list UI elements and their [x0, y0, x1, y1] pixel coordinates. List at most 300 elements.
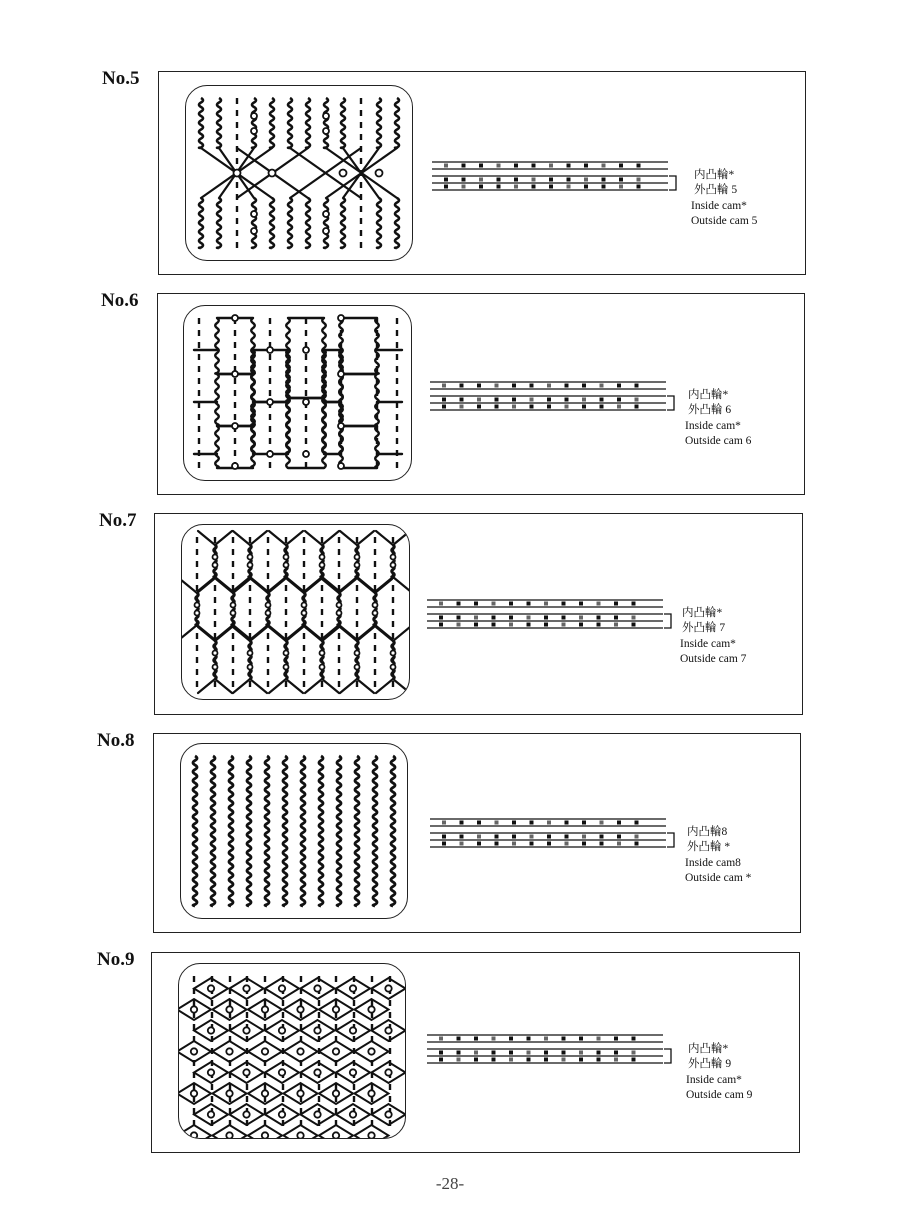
stitch-diagram: [182, 525, 409, 699]
cam-mark: [514, 178, 518, 182]
cam-mark: [597, 616, 601, 620]
cam-mark: [532, 178, 536, 182]
page-number: -28-: [435, 1174, 465, 1193]
cam-mark: [439, 1037, 443, 1041]
stitch-loop: [323, 211, 329, 217]
outside-cam-cn: 外凸輪 9: [688, 1058, 732, 1070]
cam-mark: [619, 164, 623, 168]
cam-mark: [614, 1051, 618, 1055]
stitch-loop: [333, 1006, 339, 1012]
stitch-loop: [303, 451, 309, 457]
stitch-loop: [284, 665, 289, 670]
crossing-yarn: [286, 531, 303, 545]
stitch-loop: [248, 651, 253, 656]
wavy-stitch-line: [270, 198, 274, 248]
cam-mark: [602, 164, 606, 168]
crossing-yarn: [340, 679, 357, 693]
wavy-stitch-line: [341, 198, 345, 248]
cam-mark: [462, 178, 466, 182]
cam-mark: [582, 398, 586, 402]
cam-mark: [635, 405, 639, 409]
cam-mark: [600, 821, 604, 825]
outside-cam-en: Outside cam 9: [686, 1089, 753, 1101]
stitch-diagram: [181, 744, 407, 918]
crossing-yarn: [286, 679, 303, 693]
stitch-loop: [226, 1006, 232, 1012]
outside-cam-cn: 外凸輪 *: [687, 841, 731, 853]
stitch-loop: [373, 611, 378, 616]
crossing-yarn: [393, 679, 409, 693]
cam-mark: [567, 178, 571, 182]
stitch-loop: [232, 371, 238, 377]
cam-mark: [457, 602, 461, 606]
cam-mark: [509, 623, 513, 627]
stitch-loop: [373, 603, 378, 608]
cam-mark: [562, 1037, 566, 1041]
cam-mark: [492, 1051, 496, 1055]
crossing-yarn: [393, 577, 409, 591]
cam-mark: [492, 616, 496, 620]
stitch-loop: [262, 1048, 268, 1054]
stitch-loop: [243, 1027, 249, 1033]
cam-mark: [462, 185, 466, 189]
cam-mark: [547, 842, 551, 846]
cam-lines: [430, 817, 680, 853]
cam-mark: [614, 616, 618, 620]
crossing-yarn: [269, 531, 286, 545]
cam-mark: [544, 623, 548, 627]
cam-mark: [614, 1058, 618, 1062]
wavy-stitch-line: [211, 756, 215, 906]
wavy-stitch-line: [229, 756, 233, 906]
cam-mark: [442, 398, 446, 402]
stitch-loop: [284, 651, 289, 656]
stitch-loop: [350, 985, 356, 991]
stitch-loop: [385, 1069, 391, 1075]
cam-mark: [600, 405, 604, 409]
inside-cam-en: Inside cam*: [686, 1074, 742, 1086]
cam-diagram: [430, 380, 680, 416]
cam-mark: [457, 1037, 461, 1041]
wavy-stitch-line: [373, 756, 377, 906]
cam-mark: [579, 1051, 583, 1055]
crossing-yarn: [233, 531, 250, 545]
inside-cam-en: Inside cam*: [691, 200, 747, 212]
stitch-loop: [232, 463, 238, 469]
cam-mark: [614, 623, 618, 627]
wavy-stitch-line: [217, 198, 221, 248]
cam-mark: [582, 405, 586, 409]
stitch-loop: [226, 1132, 232, 1138]
stitch-loop: [297, 1132, 303, 1138]
cam-mark: [565, 835, 569, 839]
stitch-loop: [284, 555, 289, 560]
cam-mark: [562, 602, 566, 606]
cam-lines: [430, 380, 680, 416]
stitch-loop: [355, 651, 360, 656]
stitch-loop: [297, 1090, 303, 1096]
stitch-swatch: [178, 963, 406, 1139]
crossing-yarn: [339, 579, 356, 593]
stitch-loop: [338, 423, 344, 429]
stitch-loop: [314, 1069, 320, 1075]
stitch-loop: [267, 347, 273, 353]
outside-cam-cn: 外凸輪 6: [688, 404, 732, 416]
crossing-yarn: [250, 679, 267, 693]
outside-cam-cn: 外凸輪 5: [694, 184, 738, 196]
stitch-loop: [248, 665, 253, 670]
cam-mark: [512, 405, 516, 409]
stitch-loop: [191, 1048, 197, 1054]
cam-mark: [579, 616, 583, 620]
cam-mark: [509, 1037, 513, 1041]
stitch-loop: [195, 603, 200, 608]
cam-mark: [600, 842, 604, 846]
outside-cam-en: Outside cam 6: [685, 435, 752, 447]
wavy-stitch-line: [391, 756, 395, 906]
crossing-yarn: [233, 679, 250, 693]
cam-mark: [562, 623, 566, 627]
cam-mark: [565, 405, 569, 409]
cam-mark: [530, 842, 534, 846]
stitch-loop: [208, 985, 214, 991]
cam-mark: [637, 185, 641, 189]
wavy-stitch-line: [265, 756, 269, 906]
cam-mark: [439, 1058, 443, 1062]
stitch-loop: [226, 1090, 232, 1096]
stitch-loop: [243, 1069, 249, 1075]
stitch-loop: [368, 1090, 374, 1096]
stitch-loop: [243, 985, 249, 991]
stitch-loop: [323, 113, 329, 119]
crossing-yarn: [287, 579, 304, 593]
pattern-label: No.7: [99, 510, 137, 531]
crossing-yarn: [393, 627, 409, 641]
wavy-stitch-line: [252, 198, 256, 248]
stitch-swatch: [183, 305, 412, 481]
cam-mark: [474, 1058, 478, 1062]
cam-mark: [632, 1051, 636, 1055]
stitch-loop: [391, 651, 396, 656]
cam-mark: [565, 842, 569, 846]
stitch-loop: [385, 1111, 391, 1117]
cam-mark: [632, 623, 636, 627]
stitch-loop: [303, 399, 309, 405]
cam-bracket: [664, 614, 671, 628]
cam-mark: [479, 178, 483, 182]
stitch-loop: [385, 985, 391, 991]
stitch-loop: [302, 611, 307, 616]
stitch-loop: [208, 1069, 214, 1075]
stitch-loop: [231, 611, 236, 616]
wavy-stitch-line: [375, 426, 379, 468]
pattern-label: No.8: [97, 730, 135, 751]
cam-mark: [635, 842, 639, 846]
wavy-stitch-line: [395, 198, 399, 248]
cam-mark: [442, 821, 446, 825]
stitch-loop: [368, 1132, 374, 1138]
cam-mark: [635, 384, 639, 388]
wavy-stitch-line: [215, 426, 219, 468]
stitch-loop: [279, 1069, 285, 1075]
cam-mark: [547, 821, 551, 825]
crossing-yarn: [375, 579, 392, 593]
crossing-yarn: [268, 579, 285, 593]
wavy-stitch-line: [288, 198, 292, 248]
inside-cam-cn: 内凸輪8: [687, 826, 728, 838]
cam-mark: [442, 384, 446, 388]
stitch-loop: [251, 128, 257, 134]
crossing-yarn: [233, 625, 250, 639]
wavy-stitch-line: [377, 98, 381, 148]
wavy-stitch-line: [395, 98, 399, 148]
cam-bracket: [667, 833, 674, 847]
wavy-stitch-line: [215, 318, 219, 374]
stitch-loop: [314, 1111, 320, 1117]
cam-mark: [597, 1058, 601, 1062]
cam-mark: [635, 835, 639, 839]
cam-mark: [562, 1051, 566, 1055]
wavy-stitch-line: [355, 756, 359, 906]
stitch-loop: [266, 603, 271, 608]
cam-mark: [495, 384, 499, 388]
wavy-stitch-line: [217, 98, 221, 148]
crossing-yarn: [197, 579, 214, 593]
outside-cam-en: Outside cam 7: [680, 653, 747, 665]
cam-mark: [495, 842, 499, 846]
inside-cam-en: Inside cam*: [680, 638, 736, 650]
stitch-loop: [355, 555, 360, 560]
cam-mark: [579, 1058, 583, 1062]
cam-mark: [477, 835, 481, 839]
stitch-loop: [251, 228, 257, 234]
cam-mark: [509, 1058, 513, 1062]
cam-mark: [619, 178, 623, 182]
stitch-loop: [208, 1027, 214, 1033]
stitch-loop: [323, 128, 329, 134]
stitch-loop: [243, 1111, 249, 1117]
stitch-loop: [314, 1027, 320, 1033]
cam-mark: [462, 164, 466, 168]
crossing-yarn: [357, 627, 374, 641]
stitch-loop: [191, 1132, 197, 1138]
wavy-stitch-line: [215, 374, 219, 426]
cam-mark: [439, 1051, 443, 1055]
wavy-stitch-line: [306, 198, 310, 248]
stitch-loop: [333, 1090, 339, 1096]
cam-mark: [582, 835, 586, 839]
cam-mark: [530, 821, 534, 825]
cam-mark: [442, 842, 446, 846]
cam-mark: [474, 623, 478, 627]
crossing-yarn: [322, 627, 339, 641]
cam-mark: [597, 602, 601, 606]
stitch-loop: [213, 563, 218, 568]
stitch-loop: [226, 1048, 232, 1054]
cam-bracket: [667, 396, 674, 410]
crossing-yarn: [269, 627, 286, 641]
stitch-loop: [338, 463, 344, 469]
crossing-yarn: [198, 531, 215, 545]
stitch-loop: [269, 170, 276, 177]
cam-mark: [637, 164, 641, 168]
cam-mark: [602, 178, 606, 182]
cam-mark: [497, 164, 501, 168]
cam-mark: [439, 602, 443, 606]
crossing-yarn: [286, 627, 303, 641]
crossing-yarn: [357, 531, 374, 545]
cam-mark: [562, 1058, 566, 1062]
cam-mark: [617, 405, 621, 409]
stitch-loop: [391, 665, 396, 670]
cam-diagram: [430, 817, 680, 853]
cam-mark: [457, 616, 461, 620]
stitch-loop: [213, 651, 218, 656]
cam-mark: [460, 835, 464, 839]
cam-mark: [579, 1037, 583, 1041]
cam-mark: [597, 1037, 601, 1041]
wavy-stitch-line: [301, 756, 305, 906]
crossing-yarn: [305, 627, 322, 641]
cam-mark: [617, 398, 621, 402]
stitch-loop: [338, 371, 344, 377]
cam-mark: [457, 623, 461, 627]
cam-mark: [600, 835, 604, 839]
crossing-yarn: [198, 679, 215, 693]
cam-mark: [549, 178, 553, 182]
inside-cam-cn: 内凸輪*: [694, 169, 735, 181]
crossing-yarn: [182, 579, 197, 593]
wavy-stitch-line: [377, 198, 381, 248]
cam-mark: [584, 178, 588, 182]
wavy-stitch-line: [337, 756, 341, 906]
wavy-stitch-line: [341, 98, 345, 148]
cam-mark: [514, 164, 518, 168]
stitch-loop: [248, 563, 253, 568]
stitch-loop: [323, 228, 329, 234]
cam-mark: [562, 616, 566, 620]
cam-mark: [544, 1037, 548, 1041]
cam-mark: [479, 185, 483, 189]
wavy-stitch-line: [252, 98, 256, 148]
crossing-yarn: [322, 625, 339, 639]
stitch-loop: [213, 555, 218, 560]
stitch-loop: [267, 399, 273, 405]
inside-cam-cn: 内凸輪*: [688, 389, 729, 401]
wavy-stitch-line: [199, 198, 203, 248]
cam-mark: [549, 164, 553, 168]
cam-mark: [544, 1051, 548, 1055]
cam-mark: [544, 602, 548, 606]
cam-mark: [497, 185, 501, 189]
inside-cam-en: Inside cam*: [685, 420, 741, 432]
stitch-loop: [297, 1006, 303, 1012]
stitch-loop: [232, 315, 238, 321]
cam-mark: [492, 623, 496, 627]
cam-mark: [635, 398, 639, 402]
crossing-yarn: [376, 679, 393, 693]
stitch-loop: [213, 665, 218, 670]
wavy-stitch-line: [193, 756, 197, 906]
crossing-yarn: [376, 627, 393, 641]
stitch-loop: [320, 665, 325, 670]
crossing-yarn: [322, 577, 339, 591]
cam-mark: [474, 1051, 478, 1055]
cam-mark: [477, 821, 481, 825]
stitch-loop: [279, 1027, 285, 1033]
cam-mark: [514, 185, 518, 189]
stitch-loop: [368, 1048, 374, 1054]
cam-diagram: [427, 1033, 677, 1069]
crossing-yarn: [250, 531, 267, 545]
cam-mark: [512, 384, 516, 388]
stitch-loop: [195, 611, 200, 616]
cam-mark: [582, 821, 586, 825]
wavy-stitch-line: [324, 98, 328, 148]
stitch-loop: [262, 1132, 268, 1138]
cam-mark: [632, 616, 636, 620]
cam-mark: [547, 405, 551, 409]
cam-mark: [544, 1058, 548, 1062]
crossing-yarn: [358, 579, 375, 593]
stitch-diagram: [184, 306, 411, 480]
cam-mark: [460, 398, 464, 402]
cam-mark: [495, 835, 499, 839]
crossing-yarn: [250, 627, 267, 641]
stitch-loop: [350, 1111, 356, 1117]
cam-mark: [632, 1058, 636, 1062]
cam-mark: [582, 842, 586, 846]
cam-mark: [547, 835, 551, 839]
cam-mark: [600, 384, 604, 388]
stitch-loop: [320, 651, 325, 656]
wavy-stitch-line: [288, 98, 292, 148]
cam-bracket: [664, 1049, 671, 1063]
cam-mark: [492, 1058, 496, 1062]
cam-mark: [474, 602, 478, 606]
stitch-loop: [279, 1111, 285, 1117]
cam-lines: [427, 598, 677, 634]
inside-cam-en: Inside cam8: [685, 857, 741, 869]
crossing-yarn: [305, 531, 322, 545]
crossing-yarn: [216, 579, 233, 593]
cam-diagram: [432, 160, 682, 196]
cam-mark: [512, 821, 516, 825]
cam-mark: [474, 1037, 478, 1041]
stitch-loop: [297, 1048, 303, 1054]
cam-mark: [477, 384, 481, 388]
cam-mark: [457, 1058, 461, 1062]
cam-mark: [527, 602, 531, 606]
stitch-loop: [385, 1027, 391, 1033]
cam-mark: [444, 164, 448, 168]
cam-mark: [512, 835, 516, 839]
outside-cam-cn: 外凸輪 7: [682, 622, 726, 634]
cam-mark: [460, 384, 464, 388]
cam-bracket: [669, 176, 676, 190]
stitch-loop: [350, 1069, 356, 1075]
cam-mark: [474, 616, 478, 620]
cam-mark: [439, 623, 443, 627]
cam-mark: [565, 384, 569, 388]
crossing-yarn: [233, 579, 250, 593]
stitch-loop: [340, 170, 347, 177]
stitch-loop: [333, 1048, 339, 1054]
cam-mark: [527, 623, 531, 627]
cam-mark: [614, 602, 618, 606]
cam-mark: [547, 398, 551, 402]
stitch-diagram: [179, 964, 405, 1138]
